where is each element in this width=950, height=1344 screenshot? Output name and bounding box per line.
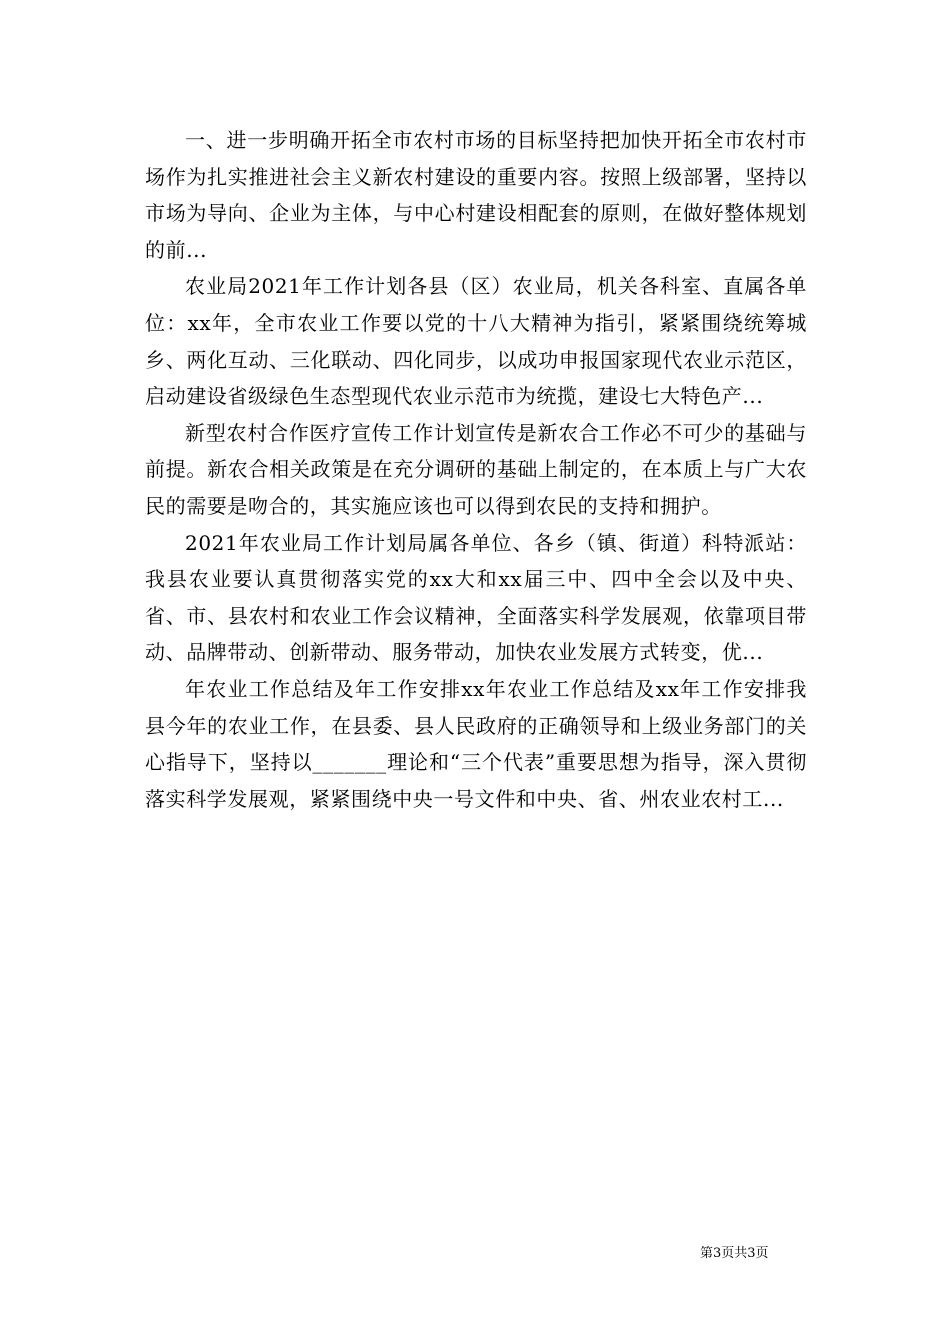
paragraph-1: 一、进一步明确开拓全市农村市场的目标坚持把加快开拓全市农村市场作为扎实推进社会主义新农村建设的重要内容。按照上级部署，坚持以市场为导向、企业为主体，与中心村建设相配套的原则，在做好整体规划的前... bbox=[145, 128, 807, 262]
paragraph-2: 农业局2021年工作计划各县（区）农业局，机关各科室、直属各单位：xx年，全市农业工作要以党的十八大精神为指引，紧紧围绕统筹城乡、两化互动、三化联动、四化同步，以成功申报国家现代农业示范区，启动建设省级绿色生态型现代农业示范市为统揽，建设七大特色产... bbox=[145, 274, 807, 409]
page-number-footer: 第3页共3页 bbox=[700, 1246, 769, 1261]
document-body bbox=[145, 122, 807, 817]
paragraph-4: 2021年农业局工作计划局属各单位、各乡（镇、街道）科特派站：我县农业要认真贯彻落实党的xx大和xx届三中、四中全会以及中央、省、市、县农村和农业工作会议精神，全面落实科学发展观，依靠项目带动、品牌带动、创新带动、服务带动，加快农业发展方式转变，优... bbox=[145, 530, 807, 665]
paragraph-3: 新型农村合作医疗宣传工作计划宣传是新农合工作必不可少的基础与前提。新农合相关政策是在充分调研的基础上制定的，在本质上与广大农民的需要是吻合的，其实施应该也可以得到农民的支持和拥护。 bbox=[145, 420, 807, 518]
paragraph-5: 年农业工作总结及年工作安排xx年农业工作总结及xx年工作安排我县今年的农业工作，在县委、县人民政府的正确领导和上级业务部门的关心指导下，坚持以_______理论和“三个代表”重要思想为指导，深入贯彻落实科学发展观，紧紧围绕中央一号文件和中央、省、州农业农村工... bbox=[145, 676, 807, 811]
